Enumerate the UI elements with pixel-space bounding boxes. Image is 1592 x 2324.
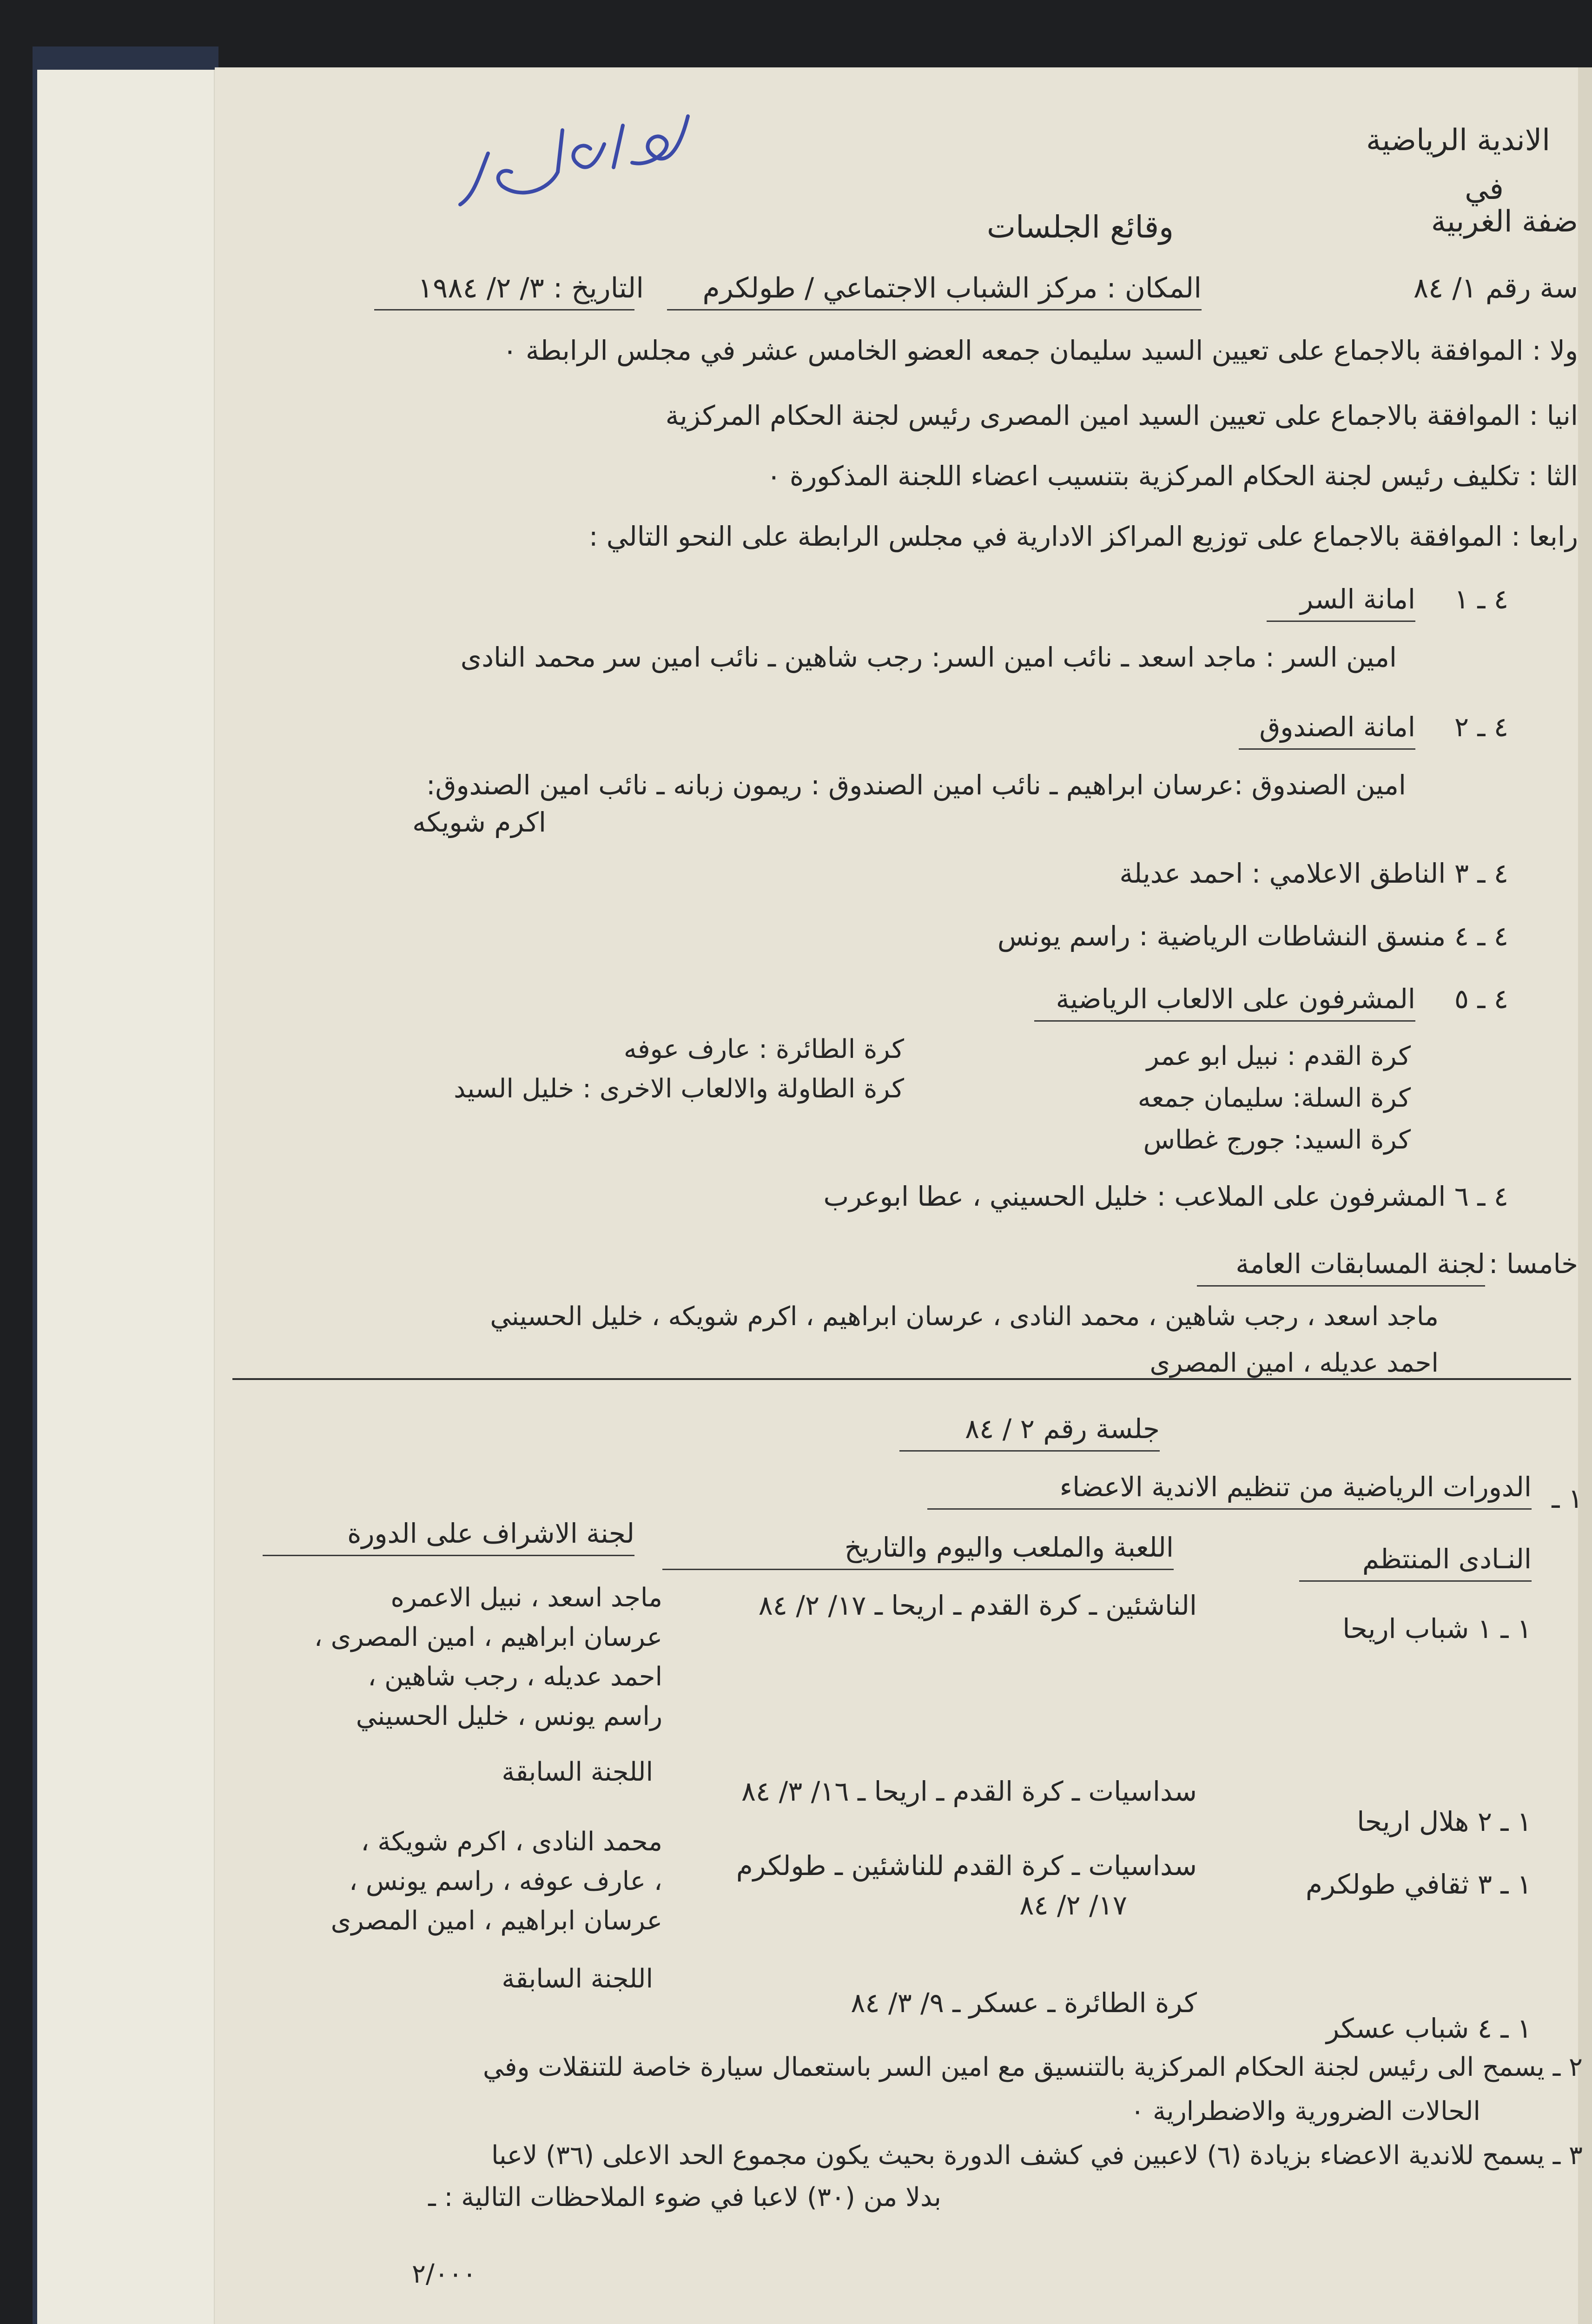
supervisor-volleyball: كرة الطائرة : عارف عوفه bbox=[623, 1034, 904, 1064]
committee-1-line-4: راسم يونس ، خليل الحسيني bbox=[356, 1701, 662, 1731]
table-row-1-game: الناشئين ـ كرة القدم ـ اريحا ـ ١٧/ ٢/ ٨٤ bbox=[758, 1590, 1197, 1621]
org-line-1: الاندية الرياضية bbox=[1366, 123, 1550, 158]
session-divider bbox=[232, 1378, 1571, 1380]
section-4-2-title: امانة الصندوق bbox=[1259, 711, 1415, 743]
column-header-committee: لجنة الاشراف على الدورة bbox=[347, 1518, 634, 1549]
table-row-4-club: ١ ـ ٤ شباب عسكر bbox=[1326, 2013, 1532, 2044]
table-row-4-game: كرة الطائرة ـ عسكر ـ ٩/ ٣/ ٨٤ bbox=[851, 1987, 1197, 2019]
table-row-2-club: ١ ـ ٢ هلال اريحا bbox=[1357, 1806, 1532, 1837]
place-underline bbox=[667, 309, 1202, 310]
section-4-4: ٤ ـ ٤ منسق النشاطات الرياضية : راسم يونس bbox=[997, 920, 1508, 952]
item5-underline bbox=[1197, 1285, 1485, 1287]
meeting-place: المكان : مركز الشباب الاجتماعي / طولكرم bbox=[702, 272, 1202, 304]
section-4-3: ٤ ـ ٣ الناطق الاعلامي : احمد عديلة bbox=[1119, 858, 1508, 889]
page-edge bbox=[1578, 67, 1592, 2324]
supervisor-basketball: كرة السلة: سليمان جمعه bbox=[1137, 1083, 1411, 1113]
committee-2-line-3: عرسان ابراهيم ، امين المصرى bbox=[330, 1906, 662, 1936]
session2-heading: الدورات الرياضية من تنظيم الاندية الاعضاء bbox=[1059, 1471, 1532, 1503]
section-4-5-title: المشرفون على الالعاب الرياضية bbox=[1056, 983, 1415, 1015]
session2-heading-underline bbox=[927, 1508, 1532, 1510]
item5-body-1: ماجد اسعد ، رجب شاهين ، محمد النادى ، عرسان ابراهيم ، اكرم شويكه ، خليل الحسيني bbox=[490, 1301, 1439, 1332]
table-row-1-club: ١ ـ ١ شباب اريحا bbox=[1342, 1613, 1532, 1644]
section-4-2-body-2: اكرم شويكه bbox=[412, 806, 546, 838]
supervisor-football: كرة القدم : نبيل ابو عمر bbox=[1146, 1041, 1411, 1071]
section-4-2-underline bbox=[1239, 748, 1415, 750]
table-row-3-game-date: ١٧/ ٢/ ٨٤ bbox=[1019, 1889, 1127, 1921]
table-row-2-game: سداسيات ـ كرة القدم ـ اريحا ـ ١٦/ ٣/ ٨٤ bbox=[741, 1776, 1197, 1807]
session2-item2-line-2: الحالات الضرورية والاضطرارية ٠ bbox=[1130, 2096, 1480, 2126]
session1-item1: ولا : الموافقة بالاجماع على تعيين السيد سليمان جمعه العضو الخامس عشر في مجلس الرابطة ٠ bbox=[502, 335, 1578, 366]
meeting-date: التاريخ : ٣/ ٢/ ١٩٨٤ bbox=[417, 272, 644, 304]
section-4-6: ٤ ـ ٦ المشرفون على الملاعب : خليل الحسيني ، عطا ابوعرب bbox=[823, 1181, 1508, 1212]
session2-item2-line-1: ٢ ـ يسمح الى رئيس لجنة الحكام المركزية بالتنسيق مع امين السر باستعمال سيارة خاصة للتنقلات وفي bbox=[482, 2052, 1583, 2082]
committee-previous-2: اللجنة السابقة bbox=[502, 1964, 653, 1994]
document-title: وقائع الجلسات bbox=[986, 209, 1174, 245]
committee-1-line-2: عرسان ابراهيم ، امين المصرى ، bbox=[314, 1622, 662, 1652]
session2-heading-number: ١ ـ bbox=[1552, 1483, 1583, 1514]
date-underline bbox=[374, 309, 634, 310]
session1-item3: الثا : تكليف رئيس لجنة الحكام المركزية بتنسيب اعضاء اللجنة المذكورة ٠ bbox=[766, 460, 1578, 492]
handwritten-signature bbox=[446, 98, 707, 218]
committee-2-line-1: محمد النادى ، اكرم شويكة ، bbox=[361, 1827, 662, 1857]
session2-title-underline bbox=[899, 1450, 1160, 1452]
column-header-club: النـادى المنتظم bbox=[1362, 1543, 1532, 1575]
session2-item3-line-2: بدلا من (٣٠) لاعبا في ضوء الملاحظات التالية : ـ bbox=[428, 2182, 941, 2212]
committee-1-line-3: احمد عديله ، رجب شاهين ، bbox=[368, 1662, 662, 1692]
page-footer-number: ٢/٠٠٠ bbox=[411, 2259, 476, 2289]
section-4-5-underline bbox=[1034, 1020, 1415, 1022]
section-4-1-number: ٤ ـ ١ bbox=[1454, 583, 1508, 615]
section-4-2-number: ٤ ـ ٢ bbox=[1454, 711, 1508, 743]
committee-previous-1: اللجنة السابقة bbox=[502, 1757, 653, 1787]
committee-2-line-2: ، عارف عوفه ، راسم يونس ، bbox=[349, 1866, 662, 1896]
column-header-club-underline bbox=[1299, 1580, 1532, 1582]
section-4-2-body-1: امين الصندوق :عرسان ابراهيم ـ نائب امين الصندوق : ريمون زبانه ـ نائب امين الصندوق: bbox=[426, 769, 1406, 801]
column-header-committee-underline bbox=[263, 1555, 634, 1556]
meeting-number: سة رقم ١/ ٨٤ bbox=[1413, 272, 1578, 304]
column-header-game: اللعبة والملعب واليوم والتاريخ bbox=[844, 1532, 1174, 1563]
committee-1-line-1: ماجد اسعد ، نبيل الاعمره bbox=[390, 1583, 662, 1613]
table-row-3-club: ١ ـ ٣ ثقافي طولكرم bbox=[1305, 1868, 1532, 1900]
column-header-game-underline bbox=[662, 1569, 1174, 1570]
org-line-3: ضفة الغربية bbox=[1431, 205, 1578, 239]
item5-body-2: احمد عديله ، امين المصرى bbox=[1149, 1348, 1439, 1378]
section-4-1-title: امانة السر bbox=[1300, 583, 1415, 615]
session2-item3-line-1: ٣ ـ يسمح للاندية الاعضاء بزيادة (٦) لاعبين في كشف الدورة بحيث يكون مجموع الحد الاعلى (٣٦) لاعبا bbox=[491, 2140, 1583, 2171]
section-4-1-underline bbox=[1267, 621, 1415, 622]
org-line-2: في bbox=[1465, 172, 1504, 206]
session1-item4: رابعا : الموافقة بالاجماع على توزيع المراكز الادارية في مجلس الرابطة على النحو التالي : bbox=[588, 521, 1578, 552]
session1-item2: انيا : الموافقة بالاجماع على تعيين السيد امين المصرى رئيس لجنة الحكام المركزية bbox=[665, 400, 1578, 431]
table-row-3-game: سداسيات ـ كرة القدم للناشئين ـ طولكرم bbox=[736, 1850, 1197, 1882]
session2-title: جلسة رقم ٢ / ٨٤ bbox=[965, 1413, 1160, 1445]
section-4-1-body: امين السر : ماجد اسعد ـ نائب امين السر: رجب شاهين ـ نائب امين سر محمد النادى bbox=[460, 641, 1397, 673]
supervisor-handball: كرة السيد: جورج غطاس bbox=[1143, 1125, 1411, 1155]
section-4-5-number: ٤ ـ ٥ bbox=[1454, 983, 1508, 1015]
item5-lead: خامسا : bbox=[1489, 1248, 1578, 1280]
item5-title: لجنة المسابقات العامة bbox=[1235, 1248, 1485, 1280]
supervisor-table-tennis: كرة الطاولة والالعاب الاخرى : خليل السيد bbox=[454, 1074, 904, 1104]
inner-margin bbox=[37, 70, 215, 2324]
